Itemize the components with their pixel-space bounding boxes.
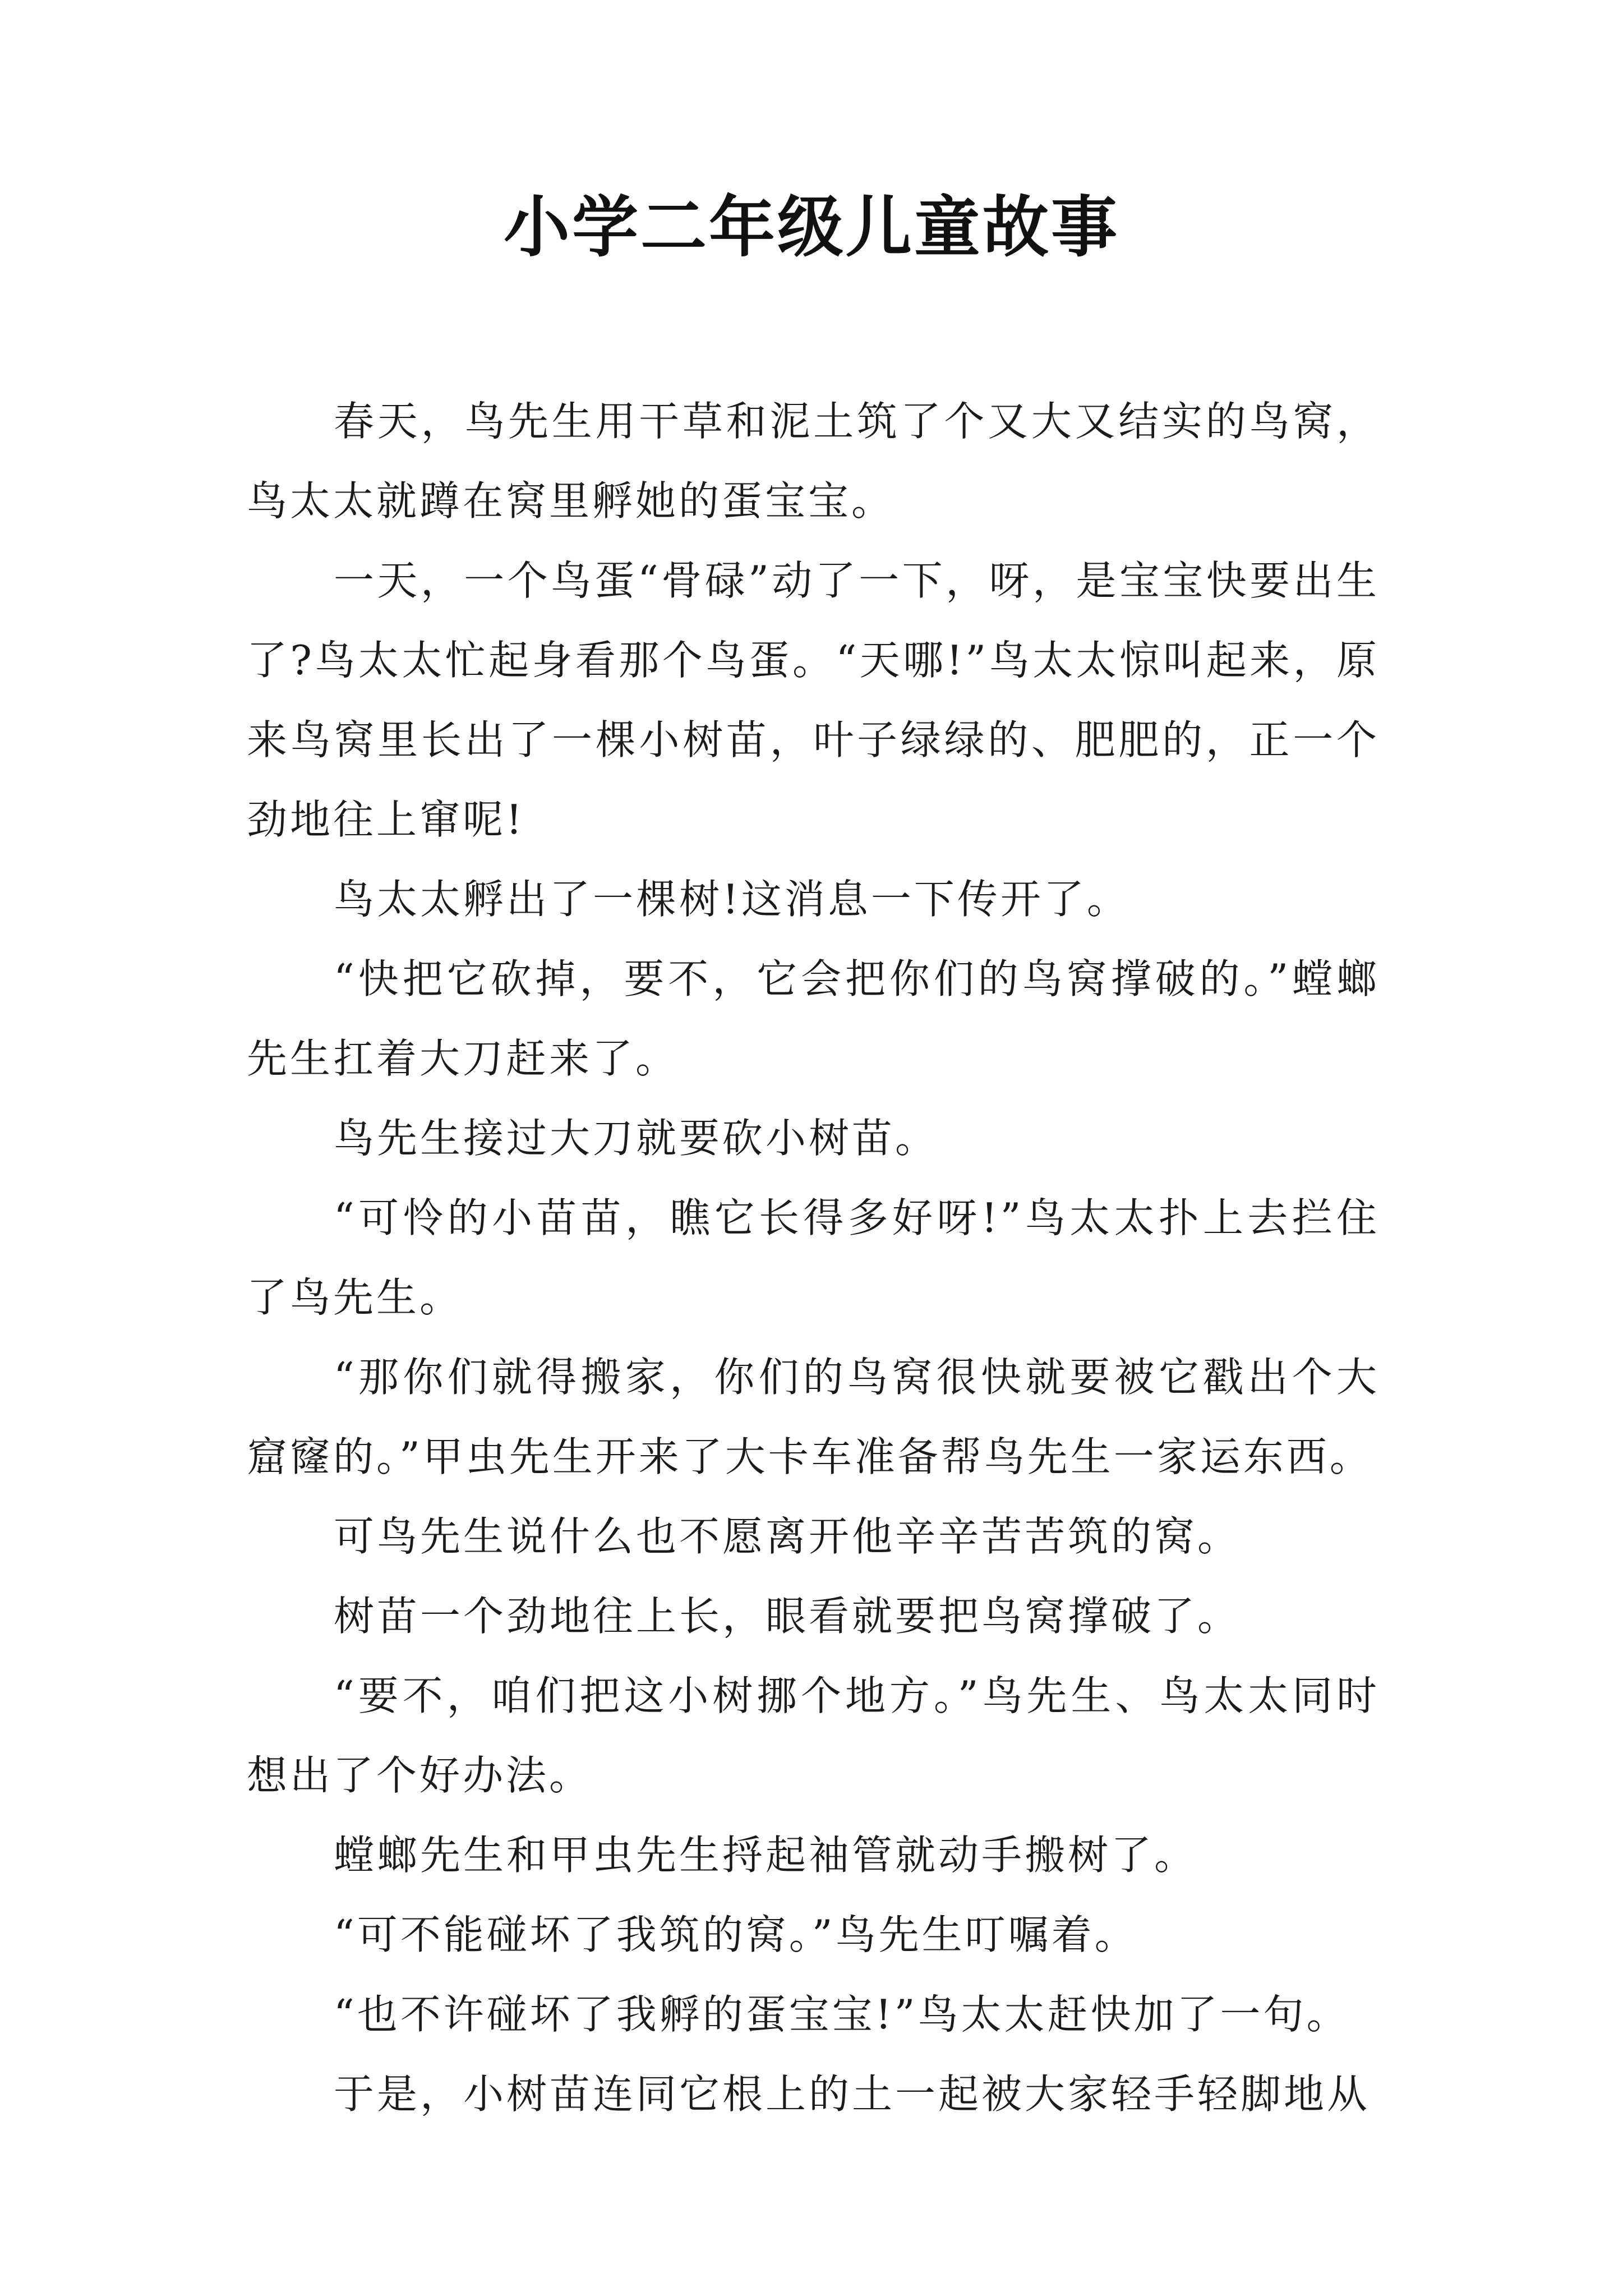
paragraph-10: “要不，咱们把这小树挪个地方。”鸟先生、鸟太太同时想出了个好办法。 <box>247 1672 1380 1799</box>
paragraph-2: 一天，一个鸟蛋“骨碌”动了一下，呀，是宝宝快要出生了?鸟太太忙起身看那个鸟蛋。“天哪!”鸟太太惊叫起来，原来鸟窝里长出了一棵小树苗，叶子绿绿的、肥肥的，正一个劲地往上窜呢! <box>247 557 1380 843</box>
paragraph-11: 螳螂先生和甲虫先生捋起袖管就动手搬树了。 <box>334 1832 1198 1879</box>
paragraph-14: 于是，小树苗连同它根上的土一起被大家轻手轻脚地从 <box>334 2070 1371 2118</box>
story-body <box>247 381 1380 2134</box>
paragraph-8: 可鸟先生说什么也不愿离开他辛辛苦苦筑的窝。 <box>334 1513 1241 1560</box>
paragraph-3: 鸟太太孵出了一棵树!这消息一下传开了。 <box>334 876 1130 923</box>
page-title: 小学二年级儿童故事 <box>503 188 1119 266</box>
paragraph-13: “也不许碰坏了我孵的蛋宝宝!”鸟太太赶快加了一句。 <box>334 1991 1350 2038</box>
paragraph-9: 树苗一个劲地往上长，眼看就要把鸟窝撑破了。 <box>334 1593 1241 1640</box>
paragraph-5: 鸟先生接过大刀就要砍小树苗。 <box>334 1115 939 1162</box>
paragraph-12: “可不能碰坏了我筑的窝。”鸟先生叮嘱着。 <box>334 1911 1138 1958</box>
paragraph-7: “那你们就得搬家，你们的鸟窝很快就要被它戳出个大窟窿的。”甲虫先生开来了大卡车准备帮鸟先生一家运东西。 <box>247 1354 1380 1480</box>
paragraph-6: “可怜的小苗苗，瞧它长得多好呀!”鸟太太扑上去拦住了鸟先生。 <box>247 1194 1380 1321</box>
paragraph-1: 春天，鸟先生用干草和泥土筑了个又大又结实的鸟窝，鸟太太就蹲在窝里孵她的蛋宝宝。 <box>247 398 1380 524</box>
paragraph-4: “快把它砍掉，要不，它会把你们的鸟窝撑破的。”螳螂先生扛着大刀赶来了。 <box>247 955 1380 1082</box>
